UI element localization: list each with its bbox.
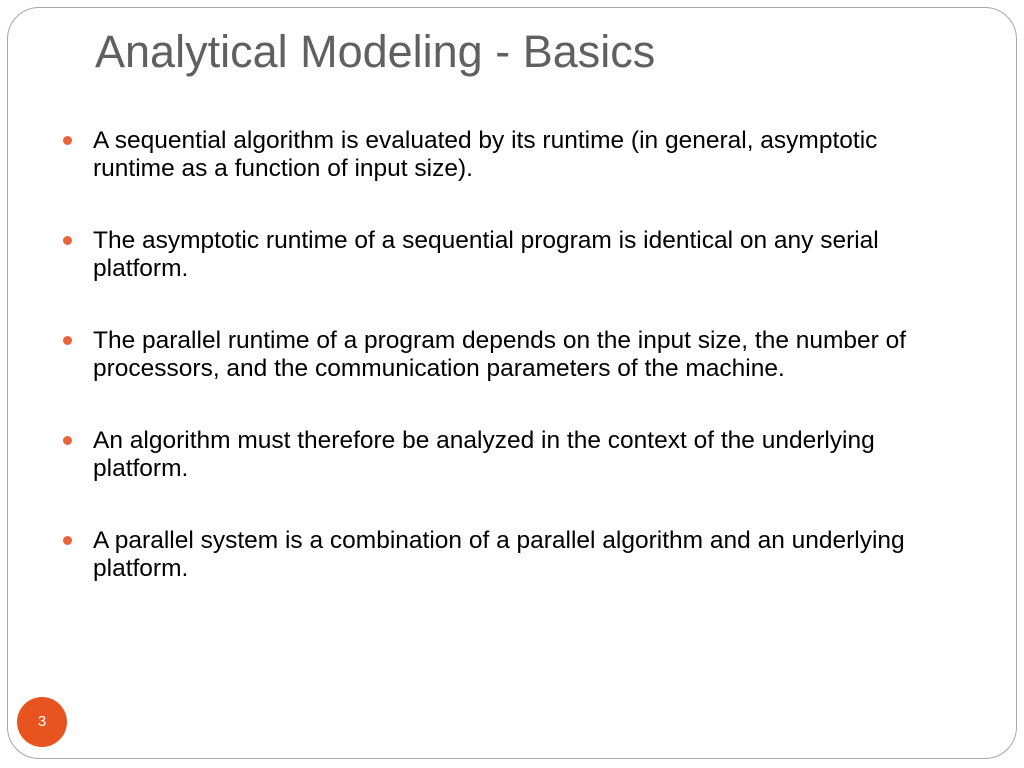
page-number-badge: 3 xyxy=(17,697,67,747)
bullet-dot-icon xyxy=(63,336,72,345)
bullet-dot-icon xyxy=(63,436,72,445)
bullet-item xyxy=(60,127,920,183)
bullet-item xyxy=(60,227,920,283)
bullet-text: The parallel runtime of a program depends on the input size, the number of processors, and the communication parameters of the machine. xyxy=(93,327,907,382)
bullet-dot-icon xyxy=(63,536,72,545)
bullet-text: The asymptotic runtime of a sequential program is identical on any serial platform. xyxy=(93,227,879,282)
bullet-list xyxy=(60,127,920,627)
bullet-text: A sequential algorithm is evaluated by its runtime (in general, asymptotic runtime as a function of input size). xyxy=(93,127,878,182)
bullet-text: A parallel system is a combination of a parallel algorithm and an underlying platform. xyxy=(93,527,905,582)
bullet-text: An algorithm must therefore be analyzed in the context of the underlying platform. xyxy=(93,427,875,482)
slide-title: Analytical Modeling - Basics xyxy=(95,26,656,77)
bullet-item xyxy=(60,527,920,583)
bullet-dot-icon xyxy=(63,236,72,245)
bullet-item xyxy=(60,327,920,383)
bullet-dot-icon xyxy=(63,136,72,145)
bullet-item xyxy=(60,427,920,483)
